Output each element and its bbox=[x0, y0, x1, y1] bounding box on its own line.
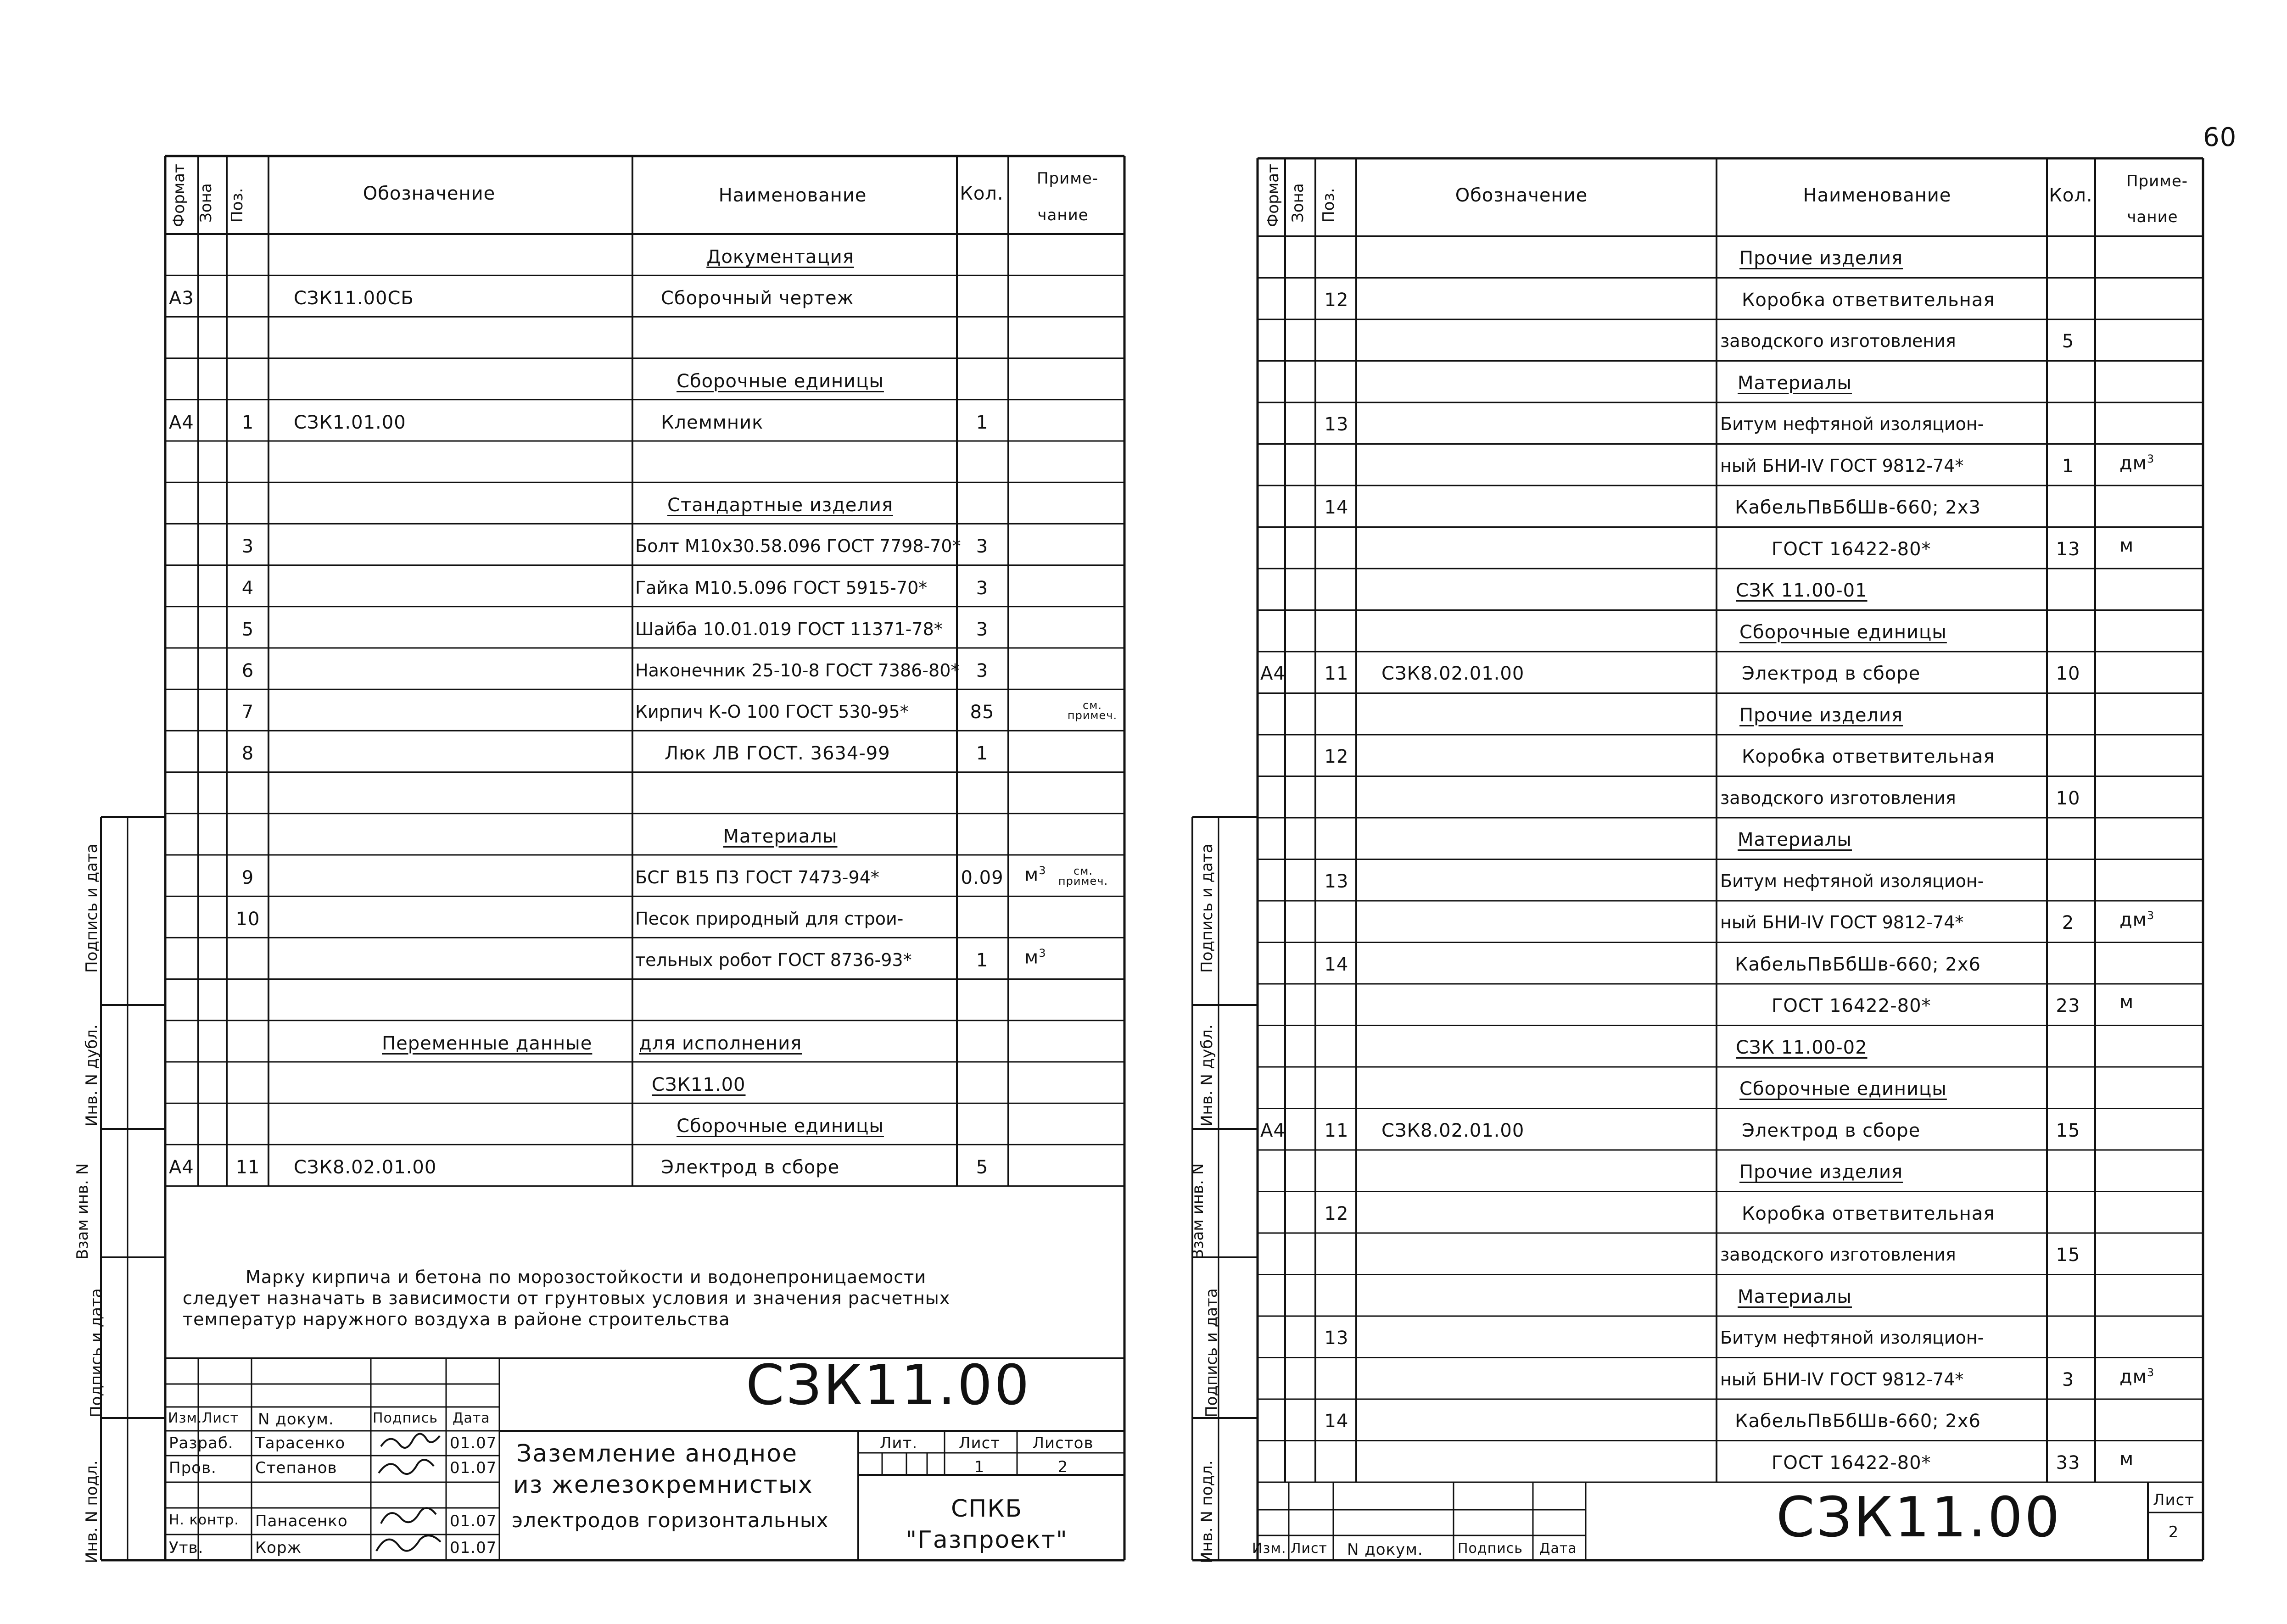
row-name: ГОСТ 16422-80* bbox=[1772, 538, 1931, 560]
row-pos: 11 bbox=[1324, 663, 1349, 684]
side-stamp-inv-podl-r: Инв. N подл. bbox=[1198, 1460, 1216, 1563]
row-unit bbox=[2119, 536, 2134, 555]
tb-name-razrab: Тарасенко bbox=[255, 1434, 346, 1452]
row-pos: 12 bbox=[1324, 746, 1349, 767]
row-name: ный БНИ-IV ГОСТ 9812-74* bbox=[1720, 1369, 1964, 1390]
tb-header-date-r: Дата bbox=[1539, 1540, 1577, 1557]
row-designation: СЗК11.00СБ bbox=[294, 288, 414, 309]
tb-date-utv: 01.07 bbox=[450, 1539, 497, 1557]
side-stamp-sign-date-1: Подпись и дата bbox=[83, 843, 101, 973]
row-name: Битум нефтяной изоляцион- bbox=[1720, 871, 1984, 891]
row-pos: 11 bbox=[1324, 1120, 1349, 1141]
section-heading: Стандартные изделия bbox=[667, 495, 893, 516]
tb-header-list: Лист bbox=[202, 1410, 239, 1426]
title-line-2: из железокремнистых bbox=[513, 1471, 813, 1499]
row-unit-text: м bbox=[2119, 992, 2134, 1013]
title-line-3: электродов горизонтальных bbox=[512, 1509, 829, 1532]
side-stamp-inv-podl: Инв. N подл. bbox=[83, 1460, 101, 1563]
row-unit-sup: 3 bbox=[1039, 864, 1046, 877]
tb-header-list-r: Лист bbox=[1291, 1540, 1328, 1557]
row-unit-text: дм bbox=[2119, 452, 2147, 474]
row-qty: 2 bbox=[2062, 912, 2075, 933]
row-name: заводского изготовления bbox=[1720, 787, 1956, 808]
tb-header-doc: N докум. bbox=[258, 1410, 334, 1429]
row-name: ный БНИ-IV ГОСТ 9812-74* bbox=[1720, 455, 1964, 476]
row-pos: 14 bbox=[1324, 954, 1349, 975]
tb-header-date: Дата bbox=[453, 1410, 490, 1426]
row-name: Кирпич К-О 100 ГОСТ 530-95* bbox=[635, 702, 909, 722]
row-name: КабельПвБбШв-660; 2х6 bbox=[1735, 1411, 1981, 1432]
row-name: Битум нефтяной изоляцион- bbox=[1720, 414, 1984, 434]
row-qty: 0.09 bbox=[961, 867, 1004, 888]
section-heading: для исполнения bbox=[639, 1032, 802, 1054]
row-name: заводского изготовления bbox=[1720, 331, 1956, 351]
row-qty: 1 bbox=[976, 412, 989, 433]
row-format: А4 bbox=[1260, 1120, 1286, 1141]
row-unit-sup: 3 bbox=[2147, 909, 2155, 922]
row-designation: СЗК8.02.01.00 bbox=[294, 1157, 437, 1178]
row-pos: 9 bbox=[241, 867, 254, 888]
tb-name-nkontr: Панасенко bbox=[255, 1512, 348, 1530]
row-pos: 13 bbox=[1324, 871, 1349, 892]
row-name: ГОСТ 16422-80* bbox=[1772, 995, 1931, 1016]
row-name: Коробка ответвительная bbox=[1742, 289, 1995, 311]
section-heading: Сборочные единицы bbox=[677, 1116, 884, 1137]
row-name: БСГ В15 П3 ГОСТ 7473-94* bbox=[635, 867, 879, 887]
row-qty: 3 bbox=[976, 577, 989, 599]
tb-role-nkontr: Н. контр. bbox=[169, 1512, 239, 1528]
row-unit bbox=[2119, 1450, 2134, 1468]
section-heading: Прочие изделия bbox=[1739, 248, 1903, 269]
row-designation: СЗК1.01.00 bbox=[294, 412, 406, 433]
row-format: А4 bbox=[1260, 663, 1286, 684]
tb-header-sign-r: Подпись bbox=[1458, 1540, 1523, 1557]
row-unit-text: дм bbox=[2119, 1366, 2147, 1387]
section-heading: СЗК 11.00-02 bbox=[1736, 1037, 1868, 1058]
row-name: ГОСТ 16422-80* bbox=[1772, 1452, 1931, 1473]
section-heading: Документация bbox=[706, 246, 854, 268]
row-name: Электрод в сборе bbox=[661, 1157, 840, 1178]
row-unit-sup: 3 bbox=[1039, 947, 1046, 960]
tb-role-prov: Пров. bbox=[169, 1459, 217, 1477]
row-name: КабельПвБбШв-660; 2х3 bbox=[1735, 497, 1981, 518]
header-qty: Кол. bbox=[960, 183, 1004, 204]
row-pos: 12 bbox=[1324, 1203, 1349, 1224]
section-heading: СЗК11.00 bbox=[652, 1074, 746, 1095]
tb-role-utv: Утв. bbox=[169, 1539, 204, 1557]
row-name: Болт М10х30.58.096 ГОСТ 7798-70* bbox=[635, 536, 961, 557]
row-unit-sup: 3 bbox=[2147, 1366, 2155, 1379]
row-qty: 1 bbox=[976, 743, 989, 765]
section-heading: СЗК 11.00-01 bbox=[1736, 580, 1868, 601]
row-qty: 1 bbox=[976, 950, 989, 971]
row-name: ный БНИ-IV ГОСТ 9812-74* bbox=[1720, 912, 1964, 932]
note-line-2: следует назначать в зависимости от грунтовых условия и значения расчетных bbox=[183, 1288, 951, 1308]
page-number: 60 bbox=[2203, 123, 2237, 152]
header-pos: Поз. bbox=[228, 188, 246, 223]
side-stamp-sign-date-2-r: Подпись и дата bbox=[1202, 1288, 1221, 1418]
tb-sheet-val-r: 2 bbox=[2168, 1523, 2179, 1541]
section-heading: Сборочные единицы bbox=[677, 370, 884, 392]
header-note-2: чание bbox=[1037, 206, 1089, 224]
tb-sheets-val: 2 bbox=[1057, 1458, 1068, 1476]
tb-name-prov: Степанов bbox=[255, 1459, 337, 1477]
row-pos: 4 bbox=[241, 577, 254, 599]
row-qty: 3 bbox=[976, 619, 989, 640]
row-name: Шайба 10.01.019 ГОСТ 11371-78* bbox=[635, 619, 943, 639]
row-name: заводского изготовления bbox=[1720, 1245, 1956, 1265]
org-line-1: СПКБ bbox=[951, 1495, 1023, 1523]
side-stamp-sign-date-2: Подпись и дата bbox=[87, 1288, 106, 1418]
section-heading: Прочие изделия bbox=[1739, 1161, 1903, 1183]
row-qty: 15 bbox=[2056, 1120, 2080, 1141]
row-pos: 8 bbox=[241, 743, 254, 765]
row-name: Электрод в сборе bbox=[1742, 663, 1921, 684]
row-name: Коробка ответвительная bbox=[1742, 1203, 1995, 1224]
row-unit bbox=[2119, 993, 2134, 1011]
row-qty: 5 bbox=[2062, 331, 2075, 352]
row-designation: СЗК8.02.01.00 bbox=[1381, 1120, 1525, 1141]
row-pos: 3 bbox=[241, 536, 254, 558]
doc-code-r: СЗК11.00 bbox=[1776, 1486, 2062, 1550]
row-unit-text: дм bbox=[2119, 909, 2147, 931]
row-qty: 23 bbox=[2056, 995, 2080, 1016]
row-qty: 5 bbox=[976, 1157, 989, 1178]
tb-sheets: Листов bbox=[1032, 1434, 1094, 1452]
row-name: Коробка ответвительная bbox=[1742, 746, 1995, 767]
row-format: А3 bbox=[169, 288, 194, 309]
side-stamp-inv-dubl-r: Инв. N дубл. bbox=[1198, 1024, 1216, 1127]
row-pos: 1 bbox=[241, 412, 254, 433]
row-name: Люк ЛВ ГОСТ. 3634-99 bbox=[665, 743, 890, 765]
row-note: см. примеч. bbox=[1058, 865, 1108, 887]
row-name: Электрод в сборе bbox=[1742, 1120, 1921, 1141]
header-zone: Зона bbox=[197, 183, 215, 223]
row-name: Наконечник 25-10-8 ГОСТ 7386-80* bbox=[635, 660, 960, 681]
row-unit-text: м bbox=[1024, 947, 1039, 968]
row-format: А4 bbox=[169, 412, 194, 433]
header-name: Наименование bbox=[718, 185, 867, 206]
row-name: Клеммник bbox=[661, 412, 764, 433]
org-line-2: "Газпроект" bbox=[906, 1526, 1068, 1554]
row-qty: 13 bbox=[2056, 538, 2080, 560]
row-name: Сборочный чертеж bbox=[661, 288, 854, 309]
row-name: тельных робот ГОСТ 8736-93* bbox=[635, 950, 912, 971]
section-heading: Материалы bbox=[1738, 1286, 1852, 1307]
row-name: Гайка М10.5.096 ГОСТ 5915-70* bbox=[635, 577, 928, 598]
row-qty: 1 bbox=[2062, 455, 2075, 477]
row-qty: 3 bbox=[2062, 1369, 2075, 1390]
tb-header-sign: Подпись bbox=[373, 1410, 438, 1426]
row-unit bbox=[2119, 453, 2154, 472]
row-pos: 6 bbox=[241, 660, 254, 681]
row-qty: 85 bbox=[970, 702, 995, 723]
tb-name-utv: Корж bbox=[255, 1539, 302, 1557]
header-pos-r: Поз. bbox=[1320, 188, 1338, 223]
header-note-1-r: Приме- bbox=[2126, 172, 2188, 190]
row-name: Битум нефтяной изоляцион- bbox=[1720, 1328, 1984, 1348]
tb-sheet: Лист bbox=[958, 1434, 1001, 1452]
row-pos: 7 bbox=[241, 702, 254, 723]
tb-header-izm-r: Изм. bbox=[1252, 1540, 1286, 1557]
tb-date-razrab: 01.07 bbox=[450, 1434, 497, 1452]
row-note: см. примеч. bbox=[1067, 699, 1118, 722]
header-qty-r: Кол. bbox=[2049, 185, 2093, 206]
row-unit-text: м bbox=[2119, 1448, 2134, 1470]
row-name: КабельПвБбШв-660; 2х6 bbox=[1735, 954, 1981, 975]
tb-header-doc-r: N докум. bbox=[1347, 1540, 1423, 1559]
side-stamp-sign-date-1-r: Подпись и дата bbox=[1198, 843, 1216, 973]
row-pos: 13 bbox=[1324, 414, 1349, 435]
row-qty: 15 bbox=[2056, 1245, 2080, 1266]
doc-code: СЗК11.00 bbox=[746, 1354, 1031, 1418]
row-designation: Переменные данные bbox=[382, 1032, 593, 1054]
tb-sheet-val: 1 bbox=[974, 1458, 985, 1476]
section-heading: Материалы bbox=[1738, 829, 1852, 850]
row-designation: СЗК8.02.01.00 bbox=[1381, 663, 1525, 684]
row-unit-text: м bbox=[2119, 535, 2134, 556]
side-stamp-vzam-inv: Взам инв. N bbox=[73, 1163, 92, 1260]
section-heading: Сборочные единицы bbox=[1739, 1078, 1947, 1099]
section-heading: Материалы bbox=[1738, 372, 1852, 394]
tb-date-prov: 01.07 bbox=[450, 1459, 497, 1477]
row-unit-sup: 3 bbox=[2147, 452, 2155, 465]
row-unit bbox=[2119, 1367, 2154, 1386]
row-qty: 10 bbox=[2056, 663, 2080, 684]
note-line-1: Марку кирпича и бетона по морозостойкости и водонепроницаемости bbox=[246, 1267, 927, 1287]
tb-lit: Лит. bbox=[879, 1434, 918, 1452]
row-pos: 12 bbox=[1324, 289, 1349, 311]
row-qty: 3 bbox=[976, 660, 989, 681]
header-note-2-r: чание bbox=[2127, 208, 2178, 226]
section-heading: Сборочные единицы bbox=[1739, 621, 1947, 643]
header-format: Формат bbox=[170, 164, 188, 227]
row-format: А4 bbox=[169, 1157, 194, 1178]
header-designation-r: Обозначение bbox=[1455, 185, 1588, 206]
row-pos: 14 bbox=[1324, 497, 1349, 518]
row-qty: 33 bbox=[2056, 1452, 2080, 1473]
tb-header-izm: Изм. bbox=[168, 1410, 202, 1426]
row-name: Песок природный для строи- bbox=[635, 909, 904, 929]
tb-role-razrab: Разраб. bbox=[169, 1434, 234, 1452]
header-format-r: Формат bbox=[1264, 164, 1282, 227]
tb-sheet-r: Лист bbox=[2153, 1491, 2195, 1509]
header-note-1: Приме- bbox=[1036, 169, 1099, 188]
header-name-r: Наименование bbox=[1803, 185, 1951, 206]
note-line-3: температур наружного воздуха в районе строительства bbox=[183, 1309, 730, 1329]
row-pos: 14 bbox=[1324, 1411, 1349, 1432]
header-zone-r: Зона bbox=[1289, 183, 1307, 223]
row-unit-text: м bbox=[1024, 864, 1039, 886]
side-stamp-inv-dubl: Инв. N дубл. bbox=[83, 1024, 101, 1127]
row-pos: 11 bbox=[235, 1157, 260, 1178]
row-pos: 5 bbox=[241, 619, 254, 640]
row-pos: 10 bbox=[235, 909, 260, 930]
tb-date-nkontr: 01.07 bbox=[450, 1512, 497, 1530]
header-designation: Обозначение bbox=[363, 183, 496, 204]
row-unit bbox=[2119, 910, 2154, 929]
side-stamp-vzam-inv-r: Взам инв. N bbox=[1189, 1163, 1207, 1260]
section-heading: Прочие изделия bbox=[1739, 704, 1903, 726]
title-line-1: Заземление анодное bbox=[516, 1440, 798, 1468]
row-pos: 13 bbox=[1324, 1328, 1349, 1349]
row-qty: 10 bbox=[2056, 787, 2080, 809]
row-qty: 3 bbox=[976, 536, 989, 558]
section-heading: Материалы bbox=[723, 826, 838, 847]
